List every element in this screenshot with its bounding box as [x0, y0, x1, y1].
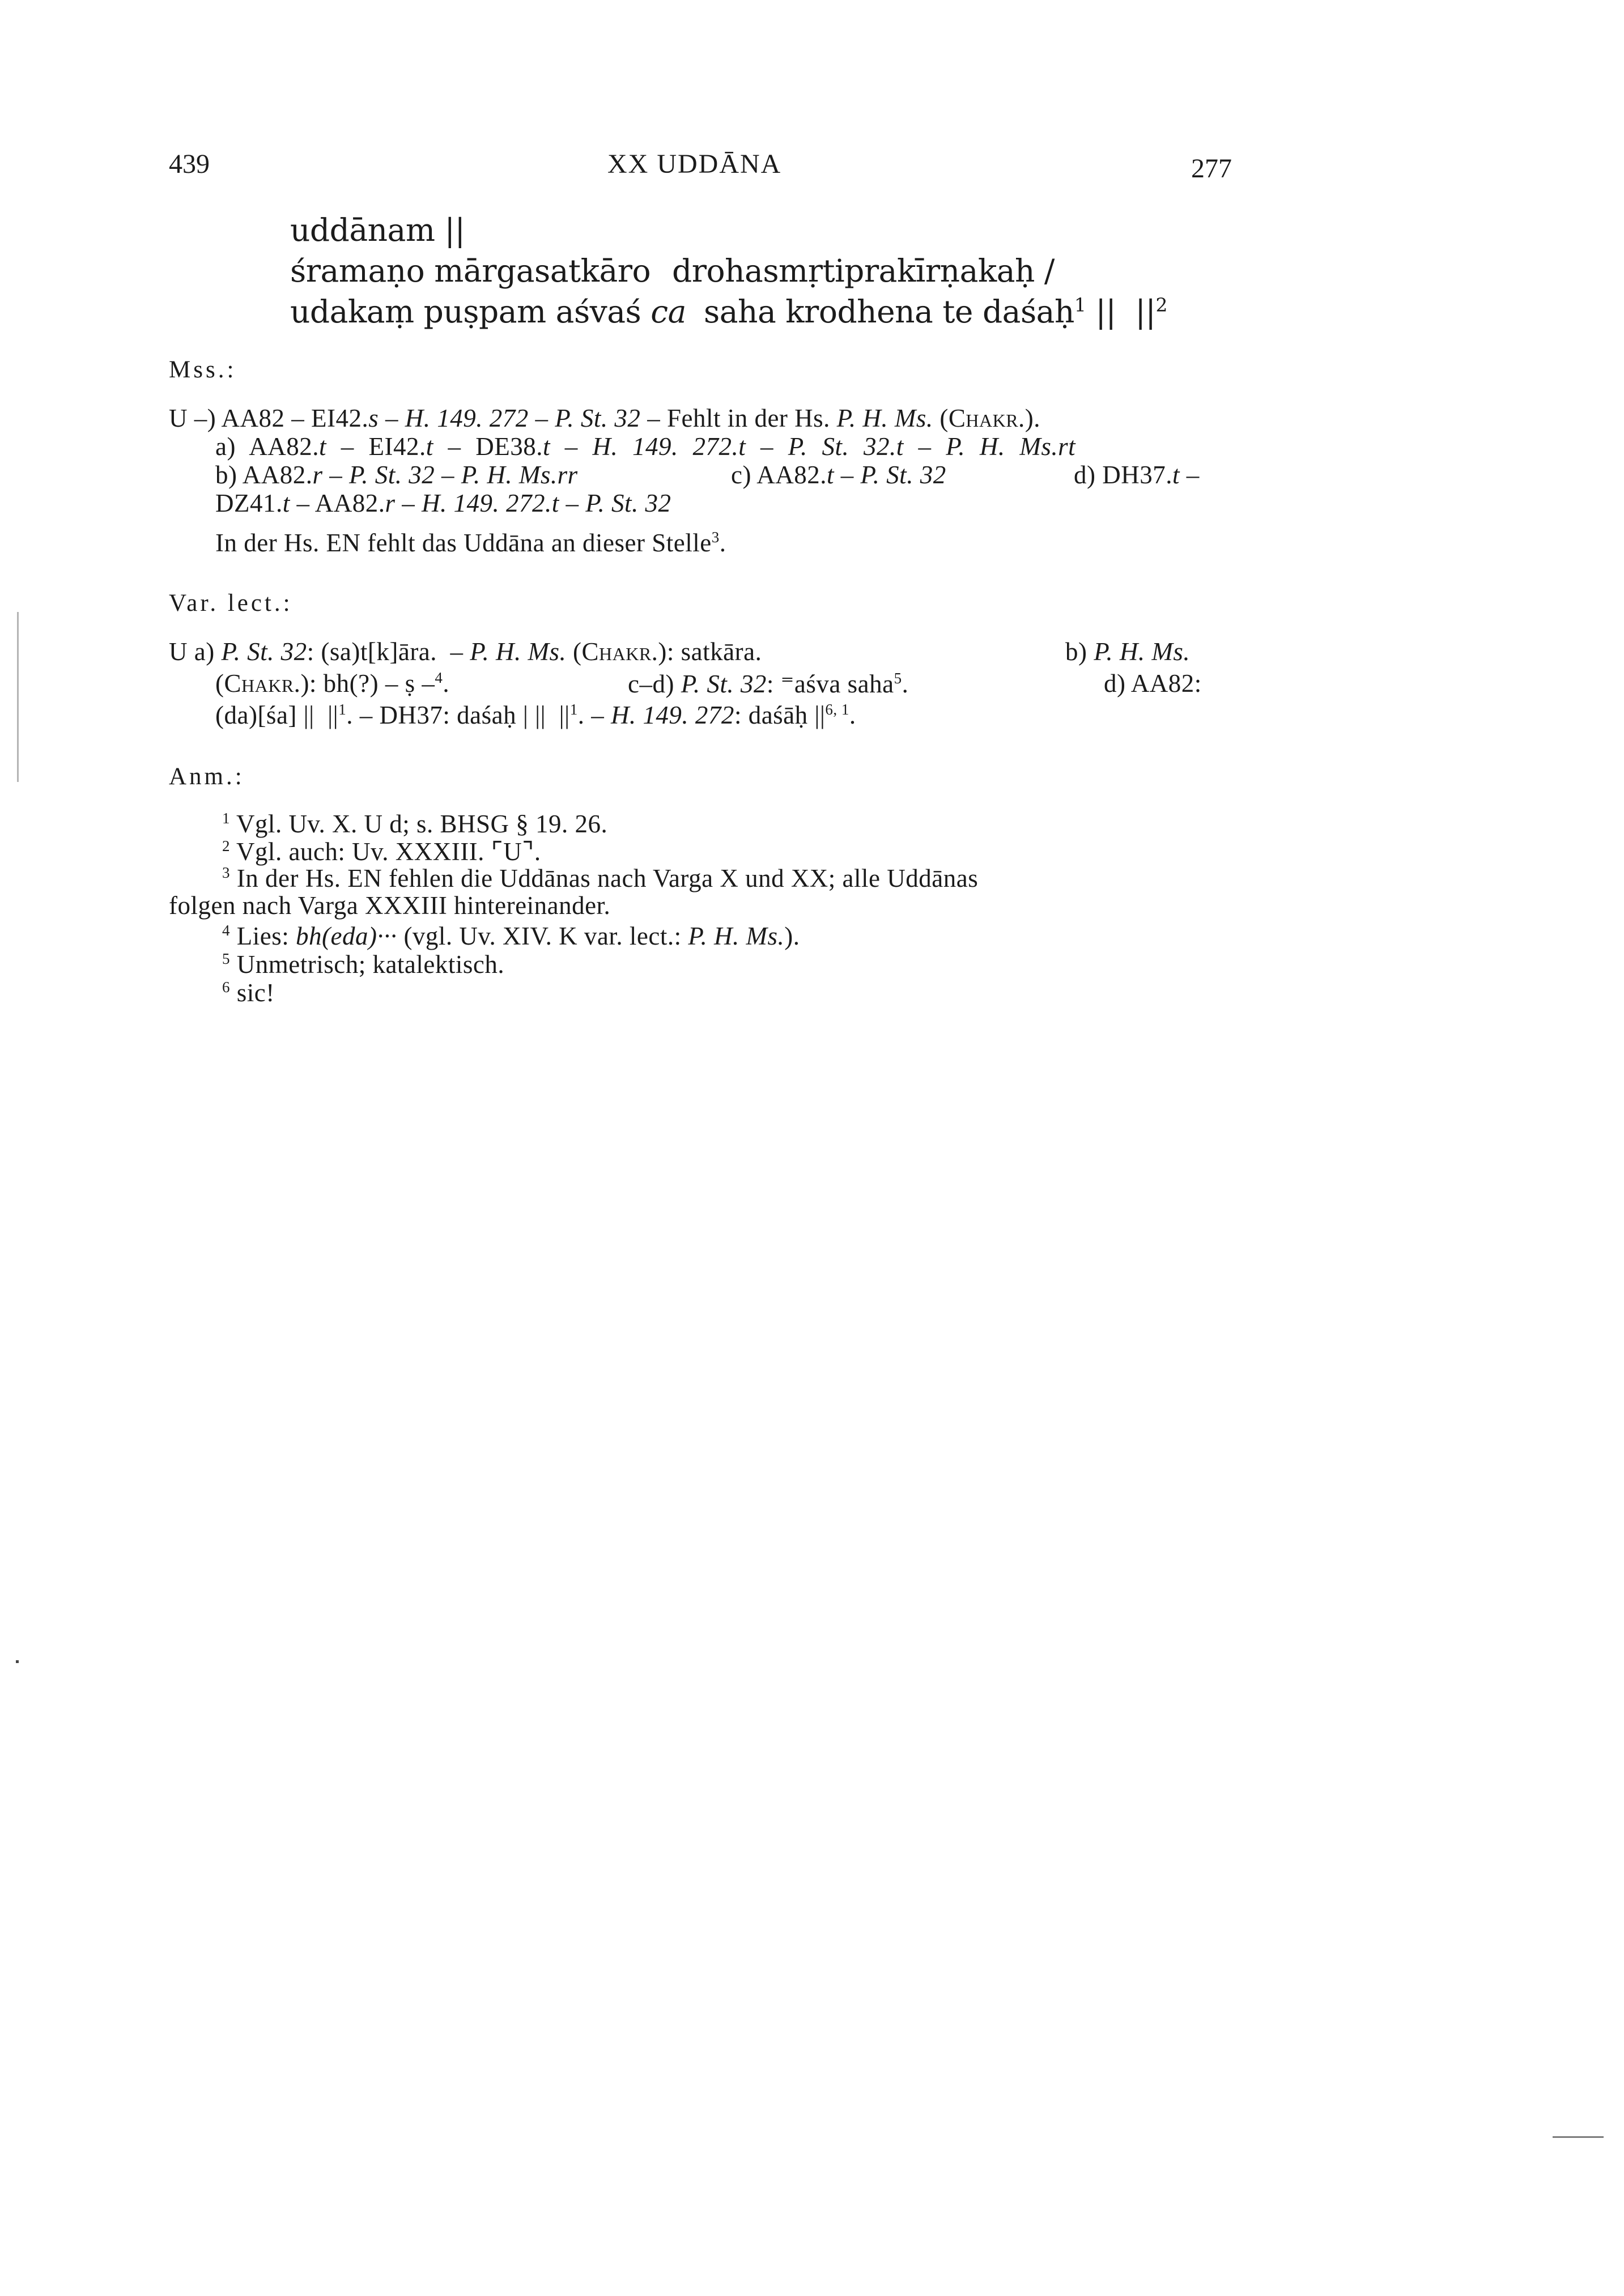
scan-line-mark [1553, 2136, 1604, 2138]
mss-heading: Mss.: [169, 356, 237, 383]
varlect-line-3: (da)[śa] || $||^1$. – DH37: daśaḥ | || $||^1$. – H. 149. 272: daśāḥ $||^{6, 1}$. [215, 701, 856, 729]
verse-line-1: uddānam || [290, 212, 465, 248]
varlect-heading: Var. lect.: [169, 590, 293, 616]
varlect-line-2c: d) AA82: [1104, 669, 1202, 698]
mss-line-2: a) AA82.t – EI42.t – DE38.t – H. 149. 272.t – P. St. 32.t – P. H. Ms.rt [215, 432, 1076, 461]
page-number-right: 277 [1191, 154, 1232, 184]
verse-line-3a-ca: ca [651, 294, 686, 330]
note-4: $^4$ Lies: bh(eda)··· (vgl. Uv. XIV. K var. lect.: P. H. Ms.). [222, 922, 800, 950]
note-3: $^3$ In der Hs. EN fehlen die Uddānas nach Varga X und XX; alle Uddānas [222, 864, 979, 892]
verse-line-3a [290, 294, 686, 330]
mss-line-4: DZ41.t – AA82.r – H. 149. 272.t – P. St. 32 [215, 489, 671, 517]
footnote-ref-3: 3 [711, 529, 720, 546]
mss-line-1: U –) AA82 – EI42.s – H. 149. 272 – P. St. 32 – Fehlt in der Hs. P. H. Ms. (Chakr.). [169, 404, 1041, 432]
note-2: $^2$ Vgl. auch: Uv. XXXIII. ⌜U⌝. [222, 837, 541, 866]
footnote-ref-5: 5 [894, 670, 902, 687]
verse-line-2b: drohasmṛtiprakīrṇakaḥ / [672, 253, 1055, 289]
footnote-ref-2: 2 [1155, 294, 1167, 316]
mss-line-3b: c) AA82.t – P. St. 32 [731, 461, 946, 489]
verse-line-3b-text: saha krodhena te daśaḥ [704, 294, 1074, 330]
varlect-line-1a: U a) P. St. 32: (sa)t[k]āra. – P. H. Ms. (Chakr.): satkāra. [169, 637, 762, 666]
mss-line-3c: d) DH37.t – [1074, 461, 1200, 489]
varlect-line-2b: c–d) P. St. 32: ⁼aśva saha$^5$. [628, 670, 909, 698]
note-3-continued: folgen nach Varga XXXIII hintereinander. [169, 891, 611, 920]
mss-note-line: In der Hs. EN fehlt das Uddāna an dieser Stelle$^3$. [215, 529, 726, 557]
page-number-left: 439 [169, 149, 210, 179]
running-title: XX UDDĀNA [607, 149, 782, 179]
varlect-line-2a: (Chakr.): bh(?) – ṣ –$^4$. [215, 669, 450, 698]
verse-line-2a: śramaṇo mārgasatkāro [290, 253, 651, 289]
scan-dot [16, 1660, 19, 1663]
verse-line-3b [704, 294, 1167, 330]
anm-heading: Anm.: [169, 763, 245, 790]
note-6: $^6$ sic! [222, 979, 275, 1007]
verse-line-3a-text: udakaṃ puṣpam aśvaś [290, 294, 641, 330]
varlect-line-1b: b) P. H. Ms. [1065, 637, 1191, 666]
footnote-ref-4: 4 [435, 669, 443, 686]
verse-line-3b-tail: || || [1086, 294, 1156, 330]
mss-line-3a: b) AA82.r – P. St. 32 – P. H. Ms.rr [215, 461, 578, 489]
footnote-ref-1: 1 [1074, 294, 1086, 316]
note-5: $^5$ Unmetrisch; katalektisch. [222, 950, 505, 979]
scan-edge-mark [17, 612, 19, 782]
note-1: $^1$ Vgl. Uv. X. U d; s. BHSG § 19. 26. [222, 810, 608, 838]
